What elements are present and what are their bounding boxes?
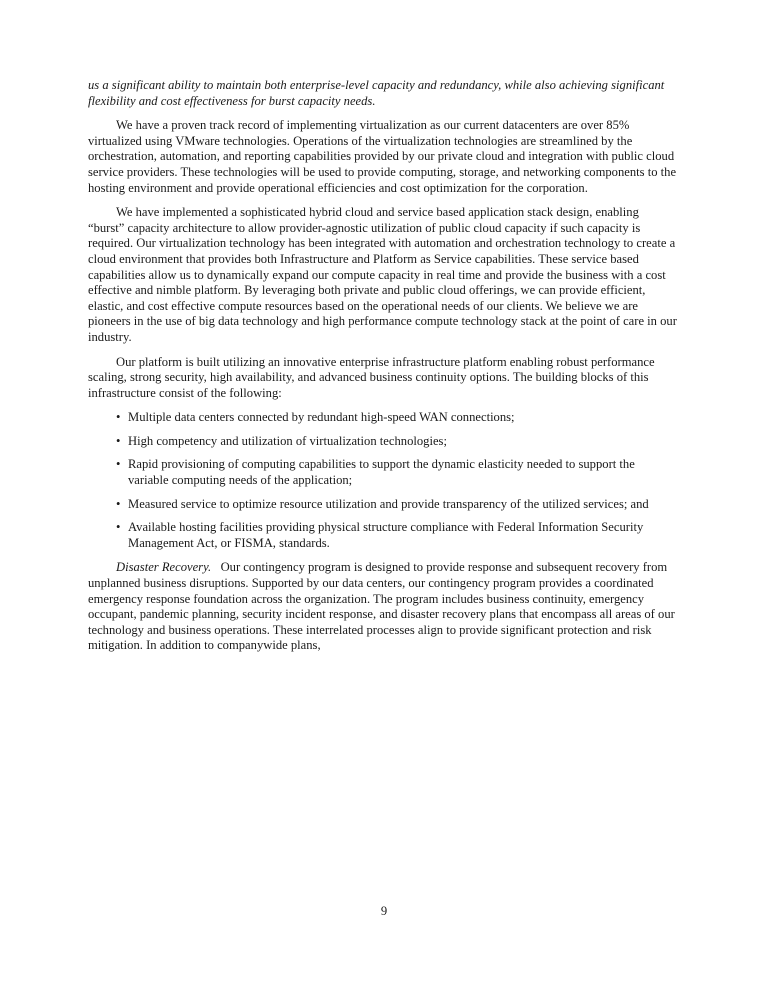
bullet-icon: • xyxy=(116,520,121,535)
virtualization-paragraph: We have a proven track record of implementing virtualization as our current datacenters are over 85% virtualized using VMware technologies. Operations of the virtualization technologies are streamlined by the orchestration, automation, and reporting capabilities provided by our private cloud and integration with public cloud service providers. These technologies will be used to provide computing, storage, and networking components to the hosting environment and provide operational efficiencies and cost optimization for the corporation. xyxy=(88,118,677,195)
list-item xyxy=(88,457,678,488)
platform-paragraph: Our platform is built utilizing an innovative enterprise infrastructure platform enabling robust performance scaling, strong security, high availability, and advanced business continuity options. The building blocks of this infrastructure consist of the following: xyxy=(88,354,655,400)
bullet-icon: • xyxy=(116,457,121,472)
disaster-recovery-paragraph xyxy=(88,560,678,654)
bullet-text: Measured service to optimize resource utilization and provide transparency of the utilized services; and xyxy=(128,496,649,511)
bullet-text: Rapid provisioning of computing capabilities to support the dynamic elasticity needed to support the variable computing needs of the application; xyxy=(128,457,635,488)
page-number: 9 xyxy=(380,904,388,918)
bullet-text: Available hosting facilities providing physical structure compliance with Federal Information Security Management Act, or FISMA, standards. xyxy=(128,520,644,550)
bullet-icon: • xyxy=(116,433,121,448)
bullet-text: Multiple data centers connected by redundant high-speed WAN connections; xyxy=(128,410,515,425)
list-item xyxy=(88,520,678,551)
bullet-icon: • xyxy=(116,410,121,425)
bullet-icon: • xyxy=(116,496,121,511)
disaster-recovery-heading: Disaster Recovery. xyxy=(116,560,212,575)
hybrid-cloud-paragraph: We have implemented a sophisticated hybrid cloud and service based application stack design, enabling “burst” capacity architecture to allow provider-agnostic utilization of public cloud capacity if such capacity is required. Our virtualization technology has been integrated with automation and orchestration technology to create a cloud environment that provides both Infrastructure and Platform as Service capabilities. These service based capabilities allow us to dynamically expand our compute capacity in real time and provide the business with a cost effective and nimble platform. By leveraging both private and public cloud offerings, we can provide efficient, elastic, and cost effective compute resources based on the operational needs of our clients. We believe we are pioneers in the use of big data technology and high performance compute technology stack at the point of care in our industry. xyxy=(88,205,677,344)
list-item xyxy=(88,410,678,426)
infrastructure-bullet-list xyxy=(88,410,678,551)
list-item xyxy=(88,434,678,450)
list-item xyxy=(88,497,678,513)
disaster-recovery-text: Our contingency program is designed to provide response and subsequent recovery from unplanned business disruptions. Supported by our data centers, our contingency program provides a coordinated emergency response foundation across the organization. The program includes business continuity, emergency occupant, pandemic planning, security incident response, and disaster recovery plans that encompass all areas of our technology and business operations. These interrelated processes align to provide significant protection and risk mitigation. In addition to companywide plans, xyxy=(88,560,675,653)
document-body xyxy=(88,78,678,663)
intro-paragraph: us a significant ability to maintain both enterprise-level capacity and redundancy, while also achieving significant flexibility and cost effectiveness for burst capacity needs. xyxy=(88,78,665,108)
bullet-text: High competency and utilization of virtualization technologies; xyxy=(128,433,447,448)
